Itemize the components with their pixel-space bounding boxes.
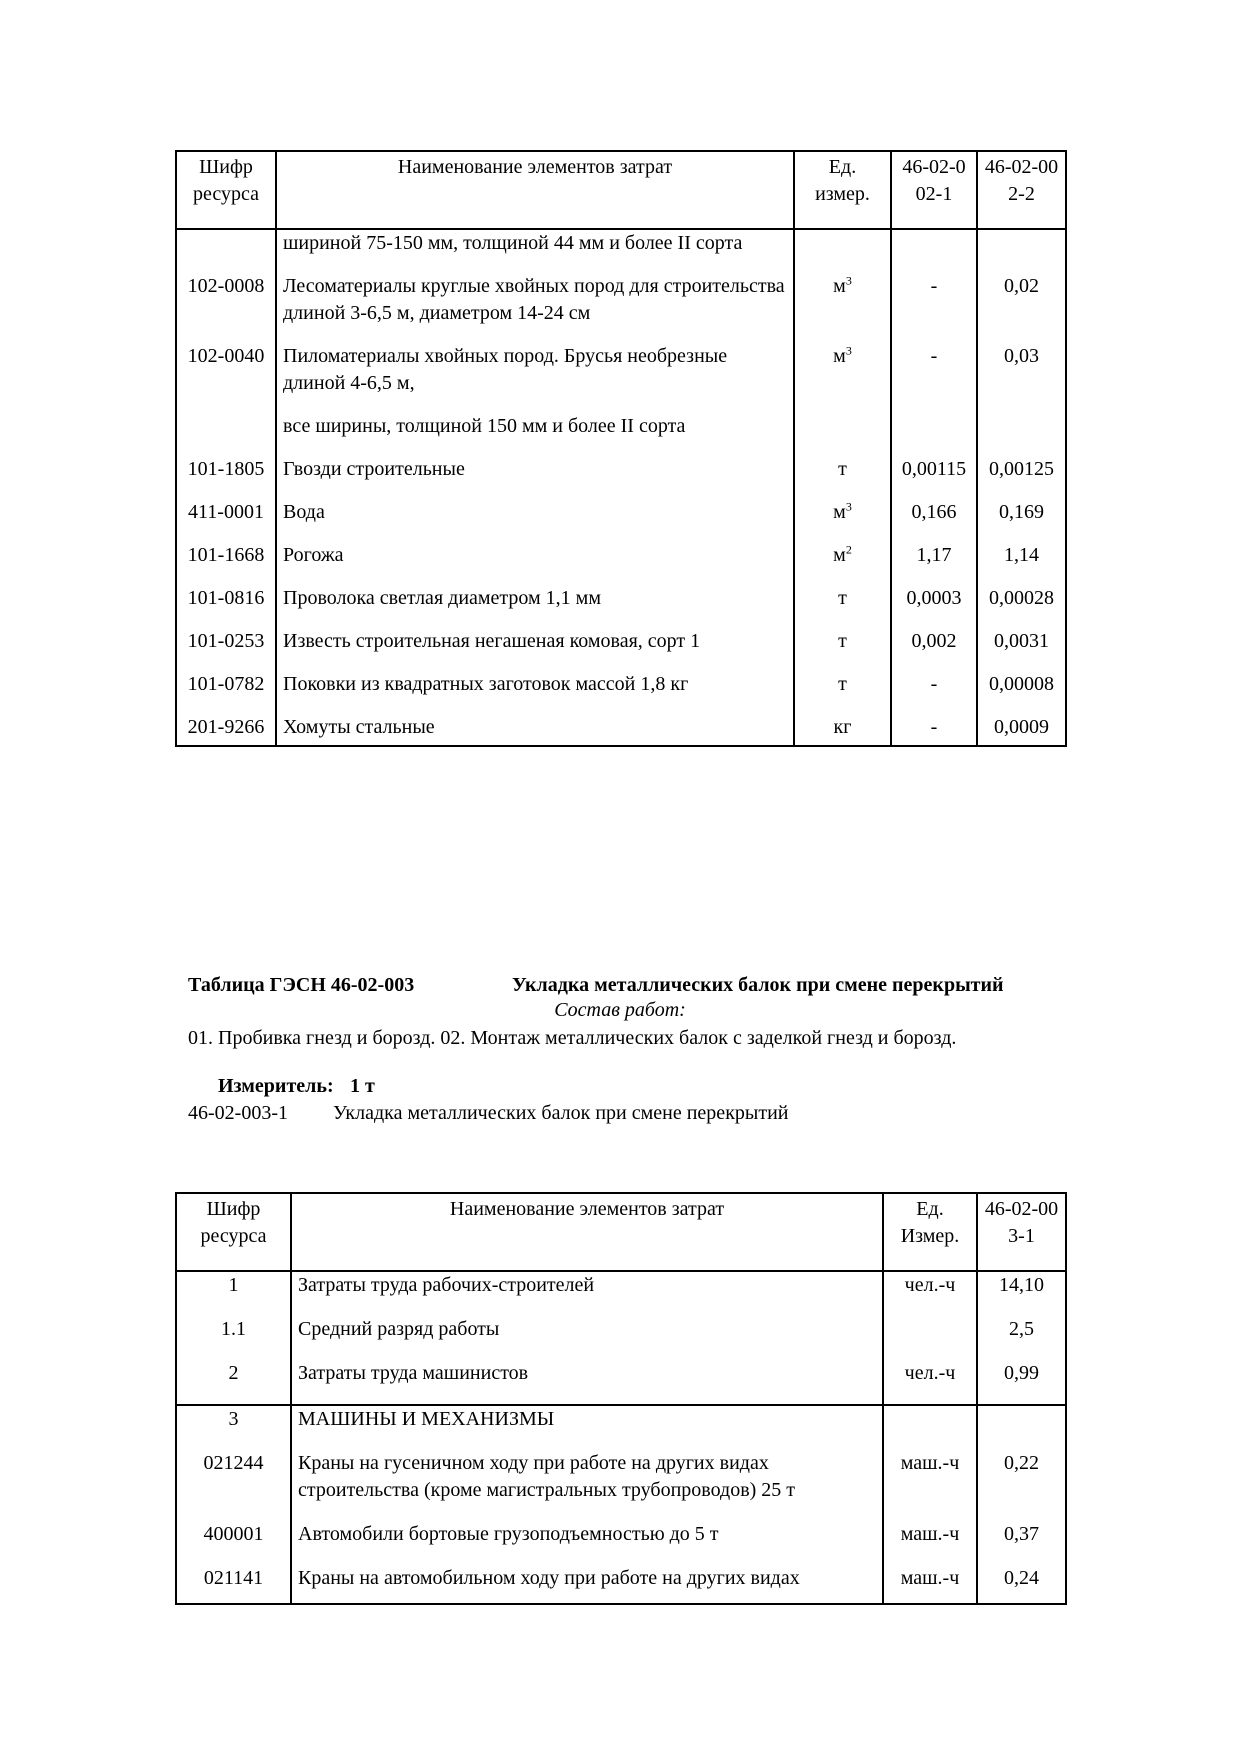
table-body (176, 229, 1066, 746)
table-row (176, 1565, 1066, 1604)
cell-name: Хомуты стальные (276, 714, 794, 746)
resource-table-46-02-003 (175, 1192, 1067, 1605)
header-name: Наименование элементов затрат (291, 1193, 883, 1271)
cell-value-1: 1,17 (891, 542, 977, 585)
cell-name: Пиломатериалы хвойных пород. Брусья необрезные длиной 4-6,5 м, (276, 343, 794, 413)
cell-name: Известь строительная негашеная комовая, сорт 1 (276, 628, 794, 671)
cell-value-2 (977, 229, 1066, 273)
cell-value-2: 0,00125 (977, 456, 1066, 499)
cell-unit (794, 273, 891, 343)
header-unit: Ед. Измер. (883, 1193, 977, 1271)
cell-value-2: 0,03 (977, 343, 1066, 413)
measure-value: 1 т (350, 1075, 375, 1097)
unit-exponent: 2 (845, 542, 852, 557)
cell-value-1 (891, 229, 977, 273)
cell-value-1: 0,166 (891, 499, 977, 542)
header-col-1: 46-02-002-1 (891, 151, 977, 229)
cell-value-1: - (891, 671, 977, 714)
cell-unit (794, 229, 891, 273)
table-row (176, 1405, 1066, 1450)
cell-code: 1 (176, 1271, 291, 1316)
cell-unit: маш.-ч (883, 1450, 977, 1521)
cell-unit: маш.-ч (883, 1565, 977, 1604)
table-row (176, 273, 1066, 343)
cell-code: 3 (176, 1405, 291, 1450)
cell-name: Гвозди строительные (276, 456, 794, 499)
cell-code: 101-0816 (176, 585, 276, 628)
cell-value-2: 0,02 (977, 273, 1066, 343)
header-col-2: 46-02-002-2 (977, 151, 1066, 229)
cell-value-1: - (891, 273, 977, 343)
cell-name: все ширины, толщиной 150 мм и более II сорта (276, 413, 794, 456)
table-row (176, 542, 1066, 585)
resource-table-46-02-002 (175, 150, 1067, 747)
table-row (176, 1271, 1066, 1316)
unit-text: кг (833, 716, 852, 738)
cell-value-1: 0,24 (977, 1565, 1066, 1604)
cell-code: 101-0782 (176, 671, 276, 714)
unit-text: т (838, 630, 847, 652)
unit-text: т (838, 587, 847, 609)
table-row (176, 628, 1066, 671)
table-row (176, 413, 1066, 456)
table-body (176, 1271, 1066, 1604)
header-col-1: 46-02-003-1 (977, 1193, 1066, 1271)
table-row (176, 1521, 1066, 1565)
cell-unit (794, 628, 891, 671)
cell-value-1: 2,5 (977, 1316, 1066, 1360)
cell-unit (883, 1405, 977, 1450)
header-unit: Ед. измер. (794, 151, 891, 229)
table-header-row (176, 151, 1066, 229)
cell-unit (794, 499, 891, 542)
table-row (176, 585, 1066, 628)
cell-value-1: 0,002 (891, 628, 977, 671)
cell-name: Средний разряд работы (291, 1316, 883, 1360)
cell-code: 021141 (176, 1565, 291, 1604)
cell-name: Автомобили бортовые грузоподъемностью до 5 т (291, 1521, 883, 1565)
unit-exponent: 3 (845, 273, 852, 288)
cell-unit (794, 413, 891, 456)
header-code: Шифр ресурса (176, 1193, 291, 1271)
cell-value-2: 0,00028 (977, 585, 1066, 628)
cell-unit: чел.-ч (883, 1271, 977, 1316)
table-row (176, 1360, 1066, 1405)
cell-code: 2 (176, 1360, 291, 1405)
composition-label: Состав работ: (554, 999, 686, 1021)
cell-unit (794, 456, 891, 499)
cell-code: 101-0253 (176, 628, 276, 671)
cell-name: Затраты труда машинистов (291, 1360, 883, 1405)
cell-unit (794, 343, 891, 413)
cell-value-1: 0,0003 (891, 585, 977, 628)
table-header-row (176, 1193, 1066, 1271)
table-row (176, 229, 1066, 273)
cell-value-1: 0,99 (977, 1360, 1066, 1405)
cell-value-1: - (891, 343, 977, 413)
cell-unit: маш.-ч (883, 1521, 977, 1565)
cell-name: Краны на автомобильном ходу при работе на других видах (291, 1565, 883, 1604)
cell-code: 021244 (176, 1450, 291, 1521)
table-code: Таблица ГЭСН 46-02-003 (188, 974, 415, 996)
cell-unit (794, 714, 891, 746)
cell-value-1: 0,00115 (891, 456, 977, 499)
cell-code: 101-1805 (176, 456, 276, 499)
cell-code: 201-9266 (176, 714, 276, 746)
unit-text: м (833, 345, 846, 367)
cell-value-2: 1,14 (977, 542, 1066, 585)
unit-text: м (833, 544, 846, 566)
table-row (176, 714, 1066, 746)
cell-name: Затраты труда рабочих-строителей (291, 1271, 883, 1316)
cell-value-2 (977, 413, 1066, 456)
cell-value-2: 0,0031 (977, 628, 1066, 671)
cell-code (176, 413, 276, 456)
cell-value-2: 0,0009 (977, 714, 1066, 746)
unit-text: м (833, 275, 846, 297)
cell-name: Поковки из квадратных заготовок массой 1,8 кг (276, 671, 794, 714)
cell-code: 1.1 (176, 1316, 291, 1360)
work-description: 01. Пробивка гнезд и борозд. 02. Монтаж металлических балок с заделкой гнезд и борозд. (188, 1027, 957, 1049)
table-title: Укладка металлических балок при смене перекрытий (512, 974, 1004, 996)
header-name: Наименование элементов затрат (276, 151, 794, 229)
measure-label: Измеритель: (218, 1075, 334, 1097)
cell-code: 411-0001 (176, 499, 276, 542)
cell-value-2: 0,00008 (977, 671, 1066, 714)
subitem-code: 46-02-003-1 (188, 1102, 288, 1124)
cell-value-1 (891, 413, 977, 456)
cell-code: 101-1668 (176, 542, 276, 585)
cell-name: МАШИНЫ И МЕХАНИЗМЫ (291, 1405, 883, 1450)
unit-exponent: 3 (845, 343, 852, 358)
cell-code: 400001 (176, 1521, 291, 1565)
cell-name: Вода (276, 499, 794, 542)
cell-name: шириной 75-150 мм, толщиной 44 мм и более II сорта (276, 229, 794, 273)
cell-code: 102-0040 (176, 343, 276, 413)
table-row (176, 499, 1066, 542)
table-row (176, 1450, 1066, 1521)
cell-value-1: 14,10 (977, 1271, 1066, 1316)
cell-value-1 (977, 1405, 1066, 1450)
cell-value-1: 0,22 (977, 1450, 1066, 1521)
cell-code (176, 229, 276, 273)
table-row (176, 456, 1066, 499)
unit-text: м (833, 501, 846, 523)
cell-value-1: - (891, 714, 977, 746)
cell-unit: чел.-ч (883, 1360, 977, 1405)
cell-name: Рогожа (276, 542, 794, 585)
cell-name: Проволока светлая диаметром 1,1 мм (276, 585, 794, 628)
unit-exponent: 3 (845, 499, 852, 514)
header-code: Шифр ресурса (176, 151, 276, 229)
subitem-title: Укладка металлических балок при смене перекрытий (333, 1102, 789, 1124)
table-row (176, 671, 1066, 714)
cell-value-2: 0,169 (977, 499, 1066, 542)
cell-value-1: 0,37 (977, 1521, 1066, 1565)
cell-unit (883, 1316, 977, 1360)
cell-unit (794, 542, 891, 585)
table-row (176, 1316, 1066, 1360)
table-row (176, 343, 1066, 413)
cell-code: 102-0008 (176, 273, 276, 343)
cell-name: Лесоматериалы круглые хвойных пород для строительства длиной 3-6,5 м, диаметром 14-24 см (276, 273, 794, 343)
unit-text: т (838, 458, 847, 480)
cell-unit (794, 671, 891, 714)
cell-name: Краны на гусеничном ходу при работе на других видах строительства (кроме магистральных трубопроводов) 25 т (291, 1450, 883, 1521)
cell-unit (794, 585, 891, 628)
unit-text: т (838, 673, 847, 695)
